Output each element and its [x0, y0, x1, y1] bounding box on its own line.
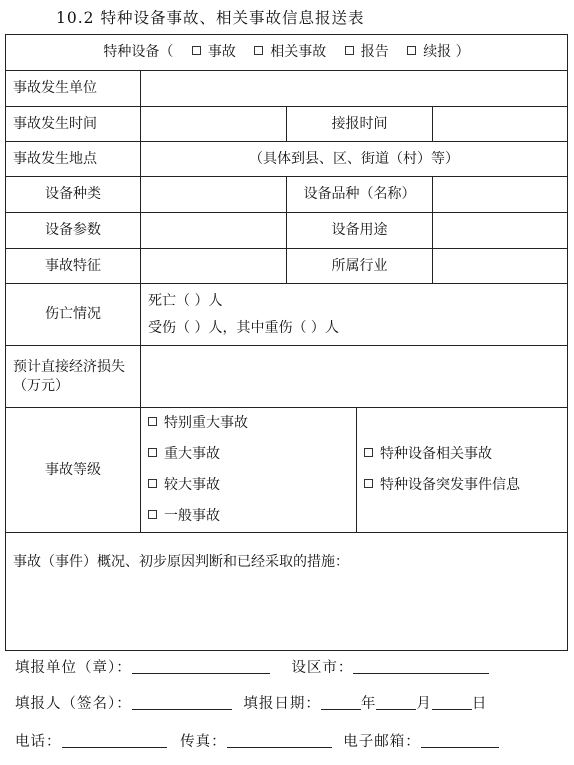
email-label: 电子邮箱： — [343, 734, 421, 750]
grade-option-especially-major[interactable]: 特别重大事故 — [148, 408, 349, 439]
phone-field[interactable] — [62, 733, 167, 748]
description-label: 事故（事件）概况、初步原因判断和已经采取的措施： — [13, 554, 349, 570]
industry-label: 所属行业 — [287, 249, 433, 284]
option-report[interactable]: 报告 — [345, 44, 389, 60]
loss-row — [6, 346, 568, 408]
related-options — [357, 408, 568, 533]
option-equipment-emergency-info[interactable]: 特种设备突发事件信息 — [364, 470, 560, 501]
loss-value[interactable] — [141, 346, 568, 408]
footer-line-1 — [15, 656, 567, 677]
equipment-variety-value[interactable] — [433, 177, 568, 213]
checkbox-icon[interactable] — [148, 417, 157, 426]
grade-row — [6, 408, 568, 533]
checkbox-icon[interactable] — [407, 46, 416, 55]
checkbox-icon[interactable] — [148, 448, 157, 457]
casualty-value[interactable] — [141, 284, 568, 346]
casualty-label: 伤亡情况 — [6, 284, 141, 346]
reporter-field[interactable] — [132, 695, 232, 710]
reporter-label: 填报人（签名）： — [15, 696, 132, 712]
option-equipment-related-accident[interactable]: 特种设备相关事故 — [364, 439, 560, 470]
unit-label: 事故发生单位 — [6, 71, 141, 107]
checkbox-icon[interactable] — [345, 46, 354, 55]
phone-label: 电话： — [15, 734, 62, 750]
grade-options — [141, 408, 357, 533]
year-field[interactable] — [321, 695, 361, 710]
footer-line-3 — [15, 730, 567, 751]
time-value[interactable] — [141, 107, 287, 142]
accident-feature-row — [6, 249, 568, 284]
option-accident[interactable]: 事故 — [192, 44, 236, 60]
reporting-unit-label: 填报单位（章）： — [15, 660, 132, 676]
description-cell[interactable] — [6, 533, 568, 651]
city-field[interactable] — [353, 659, 489, 674]
grade-option-major[interactable]: 重大事故 — [148, 439, 349, 470]
city-label: 设区市： — [291, 660, 354, 676]
description-row — [6, 533, 568, 651]
unit-row — [6, 71, 568, 107]
equipment-type-label: 设备种类 — [6, 177, 141, 213]
industry-value[interactable] — [433, 249, 568, 284]
footer-line-2 — [15, 692, 567, 713]
fax-label: 传真： — [180, 734, 227, 750]
reporting-unit-field[interactable] — [132, 659, 270, 674]
equipment-use-label: 设备用途 — [287, 213, 433, 249]
checkbox-icon[interactable] — [148, 510, 157, 519]
location-row — [6, 142, 568, 177]
equipment-params-value[interactable] — [141, 213, 287, 249]
casualty-death: 死亡（ ）人 — [148, 292, 223, 309]
location-label: 事故发生地点 — [6, 142, 141, 177]
report-type-cell — [6, 35, 568, 71]
date-label: 填报日期： — [243, 696, 321, 712]
grade-label: 事故等级 — [6, 408, 141, 533]
time-label: 事故发生时间 — [6, 107, 141, 142]
accident-report-table — [5, 34, 568, 651]
email-field[interactable] — [421, 733, 499, 748]
option-related-accident[interactable]: 相关事故 — [254, 44, 326, 60]
fax-field[interactable] — [227, 733, 332, 748]
equipment-variety-label: 设备品种（名称） — [287, 177, 433, 213]
equipment-params-row — [6, 213, 568, 249]
equipment-use-value[interactable] — [433, 213, 568, 249]
month-label: 月 — [416, 696, 432, 712]
grade-option-larger[interactable]: 较大事故 — [148, 470, 349, 501]
loss-label: 预计直接经济损失（万元） — [6, 346, 141, 408]
report-type-suffix: ） — [455, 44, 470, 61]
report-time-label: 接报时间 — [287, 107, 433, 142]
report-type-prefix: 特种设备（ — [103, 44, 174, 61]
checkbox-icon[interactable] — [254, 46, 263, 55]
accident-feature-label: 事故特征 — [6, 249, 141, 284]
checkbox-icon[interactable] — [364, 448, 373, 457]
report-type-row — [6, 35, 568, 71]
casualty-row — [6, 284, 568, 346]
checkbox-icon[interactable] — [148, 479, 157, 488]
report-time-value[interactable] — [433, 107, 568, 142]
day-label: 日 — [471, 696, 488, 712]
casualty-injury: 受伤（ ）人，其中重伤（ ）人 — [148, 319, 339, 336]
grade-option-general[interactable]: 一般事故 — [148, 501, 349, 532]
accident-feature-value[interactable] — [141, 249, 287, 284]
checkbox-icon[interactable] — [364, 479, 373, 488]
time-row — [6, 107, 568, 142]
form-title: 10.2 特种设备事故、相关事故信息报送表 — [56, 9, 365, 27]
equipment-params-label: 设备参数 — [6, 213, 141, 249]
option-followup-report[interactable]: 续报 — [407, 44, 451, 60]
year-label: 年 — [360, 696, 377, 712]
checkbox-icon[interactable] — [192, 46, 201, 55]
day-field[interactable] — [432, 695, 472, 710]
equipment-type-value[interactable] — [141, 177, 287, 213]
month-field[interactable] — [376, 695, 416, 710]
equipment-type-row — [6, 177, 568, 213]
unit-value[interactable] — [141, 71, 568, 107]
location-hint[interactable]: （具体到县、区、街道（村）等） — [141, 142, 568, 177]
